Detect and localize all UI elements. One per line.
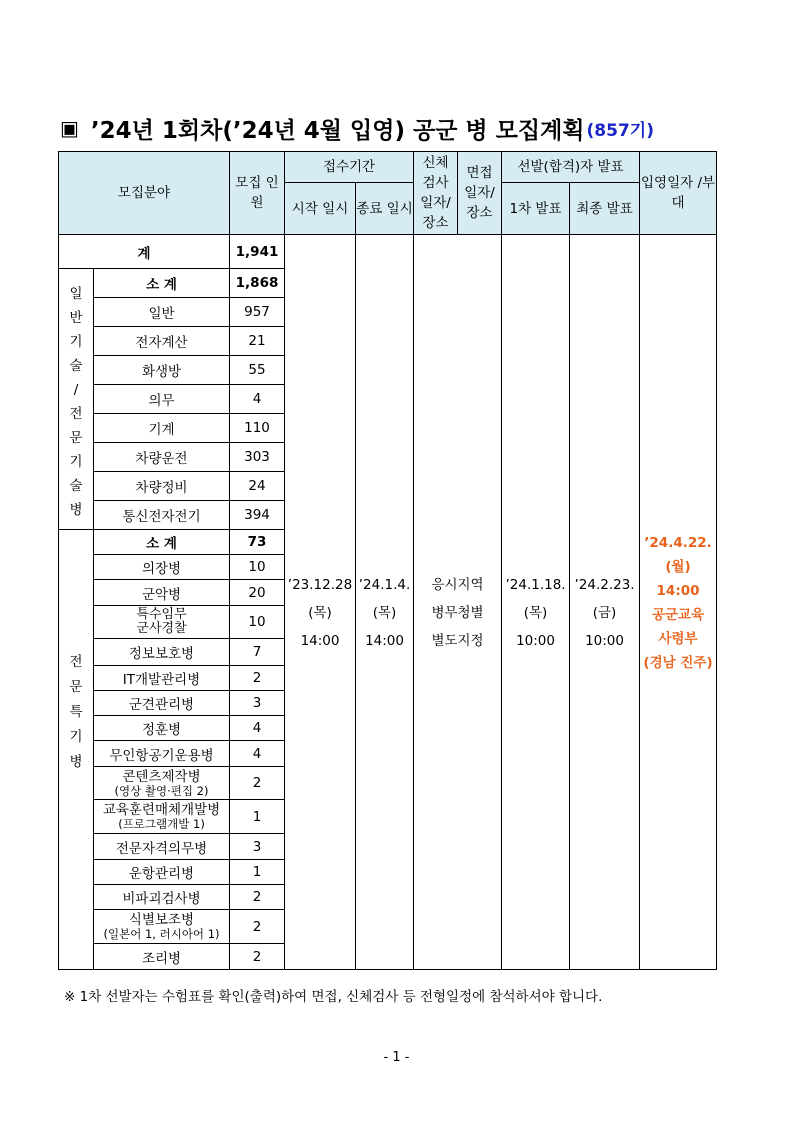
table-row-name: 화생방: [94, 356, 230, 385]
table-row-name: 콘텐츠제작병 (영상 촬영·편집 2): [94, 767, 230, 800]
table-row-count: 4: [230, 716, 285, 741]
title-main: ’24년 1회차(’24년 4월 입영) 공군 병 모집계획: [90, 117, 585, 144]
general-subtotal-count: 1,868: [230, 269, 285, 298]
page-title: [60, 110, 654, 146]
header-count: 모집 인원: [230, 152, 285, 235]
table-row-name: 군견관리병: [94, 691, 230, 716]
table-row-count: 4: [230, 385, 285, 414]
table-row-name: 식별보조병 (일본어 1, 러시아어 1): [94, 910, 230, 944]
table-row-count: 110: [230, 414, 285, 443]
entry-info: ’24.4.22. (월) 14:00 공군교육 사령부 (경남 진주): [640, 235, 717, 970]
total-count: 1,941: [230, 235, 285, 269]
table-row-name: 전문자격의무병: [94, 834, 230, 860]
table-row-name: 통신전자전기: [94, 501, 230, 530]
footnote: ※ 1차 선발자는 수험표를 확인(출력)하여 면접, 신체검사 등 전형일정에 참석하셔야 합니다.: [64, 989, 603, 1005]
square-icon: ▣: [60, 116, 79, 140]
total-label: 계: [59, 235, 230, 269]
header-entry: 입영일자 /부대: [640, 152, 717, 235]
header-final: 최종 발표: [570, 183, 640, 235]
table-row-count: 20: [230, 580, 285, 606]
end-date: ’24.1.4. (목) 14:00: [356, 235, 414, 970]
table-row-count: 2: [230, 885, 285, 910]
exam-place: 응시지역 병무청별 별도지정: [414, 235, 502, 970]
table-row-count: 7: [230, 639, 285, 666]
header-end: 종료 일시: [356, 183, 414, 235]
recruitment-table: [58, 151, 717, 970]
table-row-count: 3: [230, 691, 285, 716]
header-field: 모집분야: [59, 152, 230, 235]
table-row-count: 303: [230, 443, 285, 472]
header-period: 접수기간: [285, 152, 414, 183]
table-row-count: 55: [230, 356, 285, 385]
table-row-count: 2: [230, 666, 285, 691]
first-announce: ’24.1.18. (목) 10:00: [502, 235, 570, 970]
table-row-count: 4: [230, 741, 285, 767]
table-row-name: 기계: [94, 414, 230, 443]
title-sub: (857기): [586, 120, 654, 141]
header-first: 1차 발표: [502, 183, 570, 235]
table-row-name: 정훈병: [94, 716, 230, 741]
header-interview: 면접 일자/ 장소: [458, 152, 502, 235]
table-row-name: 정보보호병: [94, 639, 230, 666]
table-row-count: 2: [230, 910, 285, 944]
table-row-count: 10: [230, 606, 285, 639]
table-row-name: IT개발관리병: [94, 666, 230, 691]
table-row-count: 1: [230, 860, 285, 885]
table-row-name: 차량정비: [94, 472, 230, 501]
table-row-name: 운항관리병: [94, 860, 230, 885]
table-row-count: 394: [230, 501, 285, 530]
table-row-name: 의무: [94, 385, 230, 414]
page-number: - 1 -: [383, 1050, 410, 1065]
table-row-count: 21: [230, 327, 285, 356]
group-special-label: 전 문 특 기 병: [59, 530, 94, 970]
final-announce: ’24.2.23. (금) 10:00: [570, 235, 640, 970]
start-date: ’23.12.28 (목) 14:00: [285, 235, 356, 970]
table-row-count: 10: [230, 555, 285, 580]
table-row-count: 1: [230, 800, 285, 834]
header-announce: 선발(합격)자 발표: [502, 152, 640, 183]
special-subtotal-count: 73: [230, 530, 285, 555]
table-row-count: 24: [230, 472, 285, 501]
table-row-name: 일반: [94, 298, 230, 327]
table-row-name: 의장병: [94, 555, 230, 580]
general-subtotal-label: 소 계: [94, 269, 230, 298]
special-subtotal-label: 소 계: [94, 530, 230, 555]
table-row-name: 교육훈련매체개발병 (프로그램개발 1): [94, 800, 230, 834]
table-row-count: 2: [230, 767, 285, 800]
header-exam: 신체 검사 일자/ 장소: [414, 152, 458, 235]
table-row-count: 957: [230, 298, 285, 327]
table-row-name: 비파괴검사병: [94, 885, 230, 910]
group-general-label: 일 반 기 술 / 전 문 기 술 병: [59, 269, 94, 530]
table-row-name: 전자계산: [94, 327, 230, 356]
table-row-name: 차량운전: [94, 443, 230, 472]
table-row-name: 특수임무 군사경찰: [94, 606, 230, 639]
table-row-count: 3: [230, 834, 285, 860]
header-start: 시작 일시: [285, 183, 356, 235]
table-row-count: 2: [230, 944, 285, 970]
table-row-name: 무인항공기운용병: [94, 741, 230, 767]
table-row-name: 군악병: [94, 580, 230, 606]
table-row-name: 조리병: [94, 944, 230, 970]
